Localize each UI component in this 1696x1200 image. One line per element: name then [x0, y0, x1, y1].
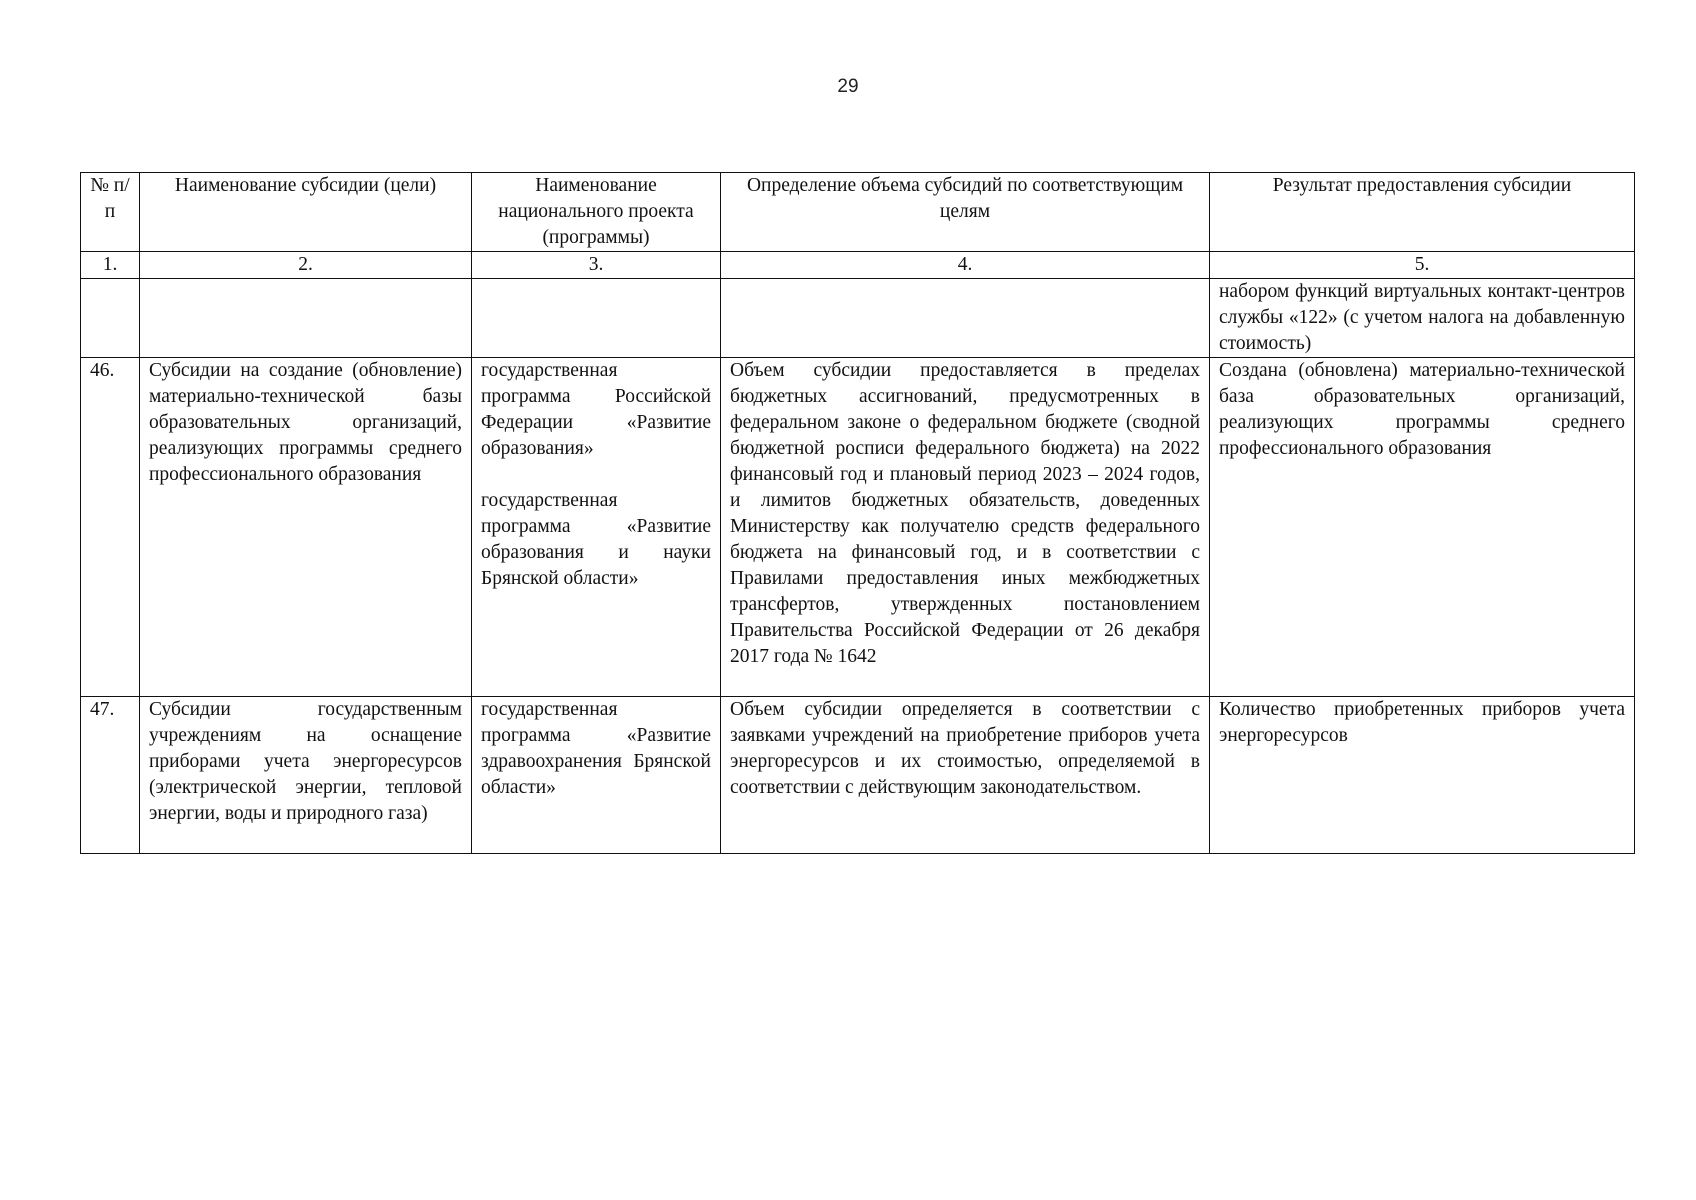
header-subsidy-name: Наименование субсидии (цели)	[140, 173, 472, 252]
column-number: 1.	[81, 252, 140, 279]
column-number-row	[81, 252, 1635, 279]
table-row	[81, 279, 1635, 358]
program-regional: государственная программа «Развитие образования и науки Брянской области»	[481, 490, 711, 589]
volume-cell: Объем субсидии определяется в соответствии с заявками учреждений на приобретение приборов учета энергоресурсов и их стоимостью, определяемой в соответствии с действующим законодательством.	[721, 697, 1210, 854]
subsidy-name-cell: Субсидии на создание (обновление) материально-технической базы образовательных организаций, реализующих программы среднего профессионального образования	[140, 358, 472, 697]
page-number: 29	[837, 76, 859, 97]
column-number: 2.	[140, 252, 472, 279]
program-cell	[472, 358, 721, 697]
program-spacer	[481, 462, 711, 488]
result-cell: набором функций виртуальных контакт-центров службы «122» (с учетом налога на добавленную стоимость)	[1210, 279, 1635, 358]
volume-cell: Объем субсидии предоставляется в пределах бюджетных ассигнований, предусмотренных в федеральном законе о федеральном бюджете (сводной бюджетной росписи федерального бюджета) на 2022 финансовый год и плановый период 2023 – 2024 годов, и лимитов бюджетных обязательств, доведенных Министерству как получателю средств федерального бюджета на финансовый год, и в соответствии с Правилами предоставления иных межбюджетных трансфертов, утвержденных постановлением Правительства Российской Федерации от 26 декабря 2017 года № 1642	[721, 358, 1210, 697]
header-number: № п/п	[81, 173, 140, 252]
table-row	[81, 697, 1635, 854]
result-cell: Создана (обновлена) материально-технической база образовательных организаций, реализующих программы среднего профессионального образования	[1210, 358, 1635, 697]
row-number: 46.	[81, 358, 140, 697]
header-result: Результат предоставления субсидии	[1210, 173, 1635, 252]
column-number: 3.	[472, 252, 721, 279]
column-number: 4.	[721, 252, 1210, 279]
result-cell: Количество приобретенных приборов учета энергоресурсов	[1210, 697, 1635, 854]
volume-cell	[721, 279, 1210, 358]
column-number: 5.	[1210, 252, 1635, 279]
row-number: 47.	[81, 697, 140, 854]
program-cell	[472, 279, 721, 358]
header-project-name: Наименование национального проекта (программы)	[472, 173, 721, 252]
header-volume-definition: Определение объема субсидий по соответствующим целям	[721, 173, 1210, 252]
table-header-row	[81, 173, 1635, 252]
subsidy-table	[80, 172, 1635, 854]
program-federal: государственная программа Российской Федерации «Развитие образования»	[481, 360, 711, 459]
table-row	[81, 358, 1635, 697]
subsidy-name-cell	[140, 279, 472, 358]
program-cell: государственная программа «Развитие здравоохранения Брянской области»	[472, 697, 721, 854]
row-number	[81, 279, 140, 358]
subsidy-name-cell: Субсидии государственным учреждениям на оснащение приборами учета энергоресурсов (электрической энергии, тепловой энергии, воды и природного газа)	[140, 697, 472, 854]
